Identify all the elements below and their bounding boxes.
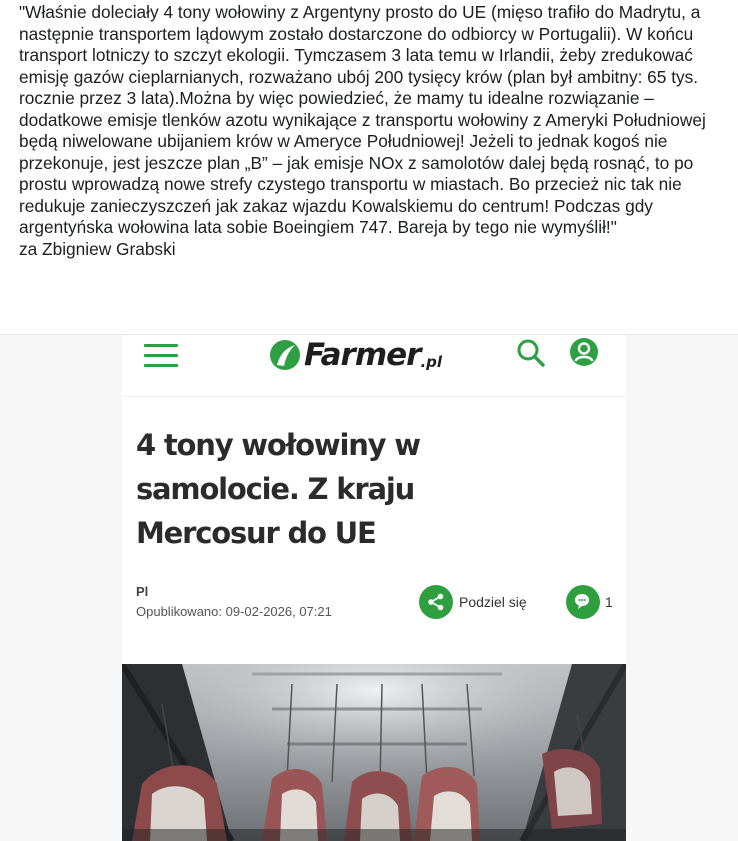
site-logo[interactable] (268, 335, 442, 375)
article-headline: 4 tony wołowiny w samolocie. Z kraju Mercosur do UE (136, 428, 420, 550)
leaf-logo-icon (268, 338, 302, 372)
page-margin-left (0, 335, 122, 841)
share-icon (419, 585, 453, 619)
publish-date: Opublikowano: 09-02-2026, 07:21 (136, 604, 332, 619)
post-quote-text: "Właśnie doleciały 4 tony wołowiny z Argentyny prosto do UE (mięso trafiło do Madrytu, a następnie transportem lądowym zostało dostarczone do odbiorcy w Portugalii). W końcu transport lotniczy to szczyt ekologii. Tymczasem 3 lata temu w Irlandii, żeby zredukować emisję gazów cieplarnianych, rozważano ubój 200 tysięcy krów (plan był ambitny: 65 tys. rocznie przez 3 lata).Można by więc powiedzieć, że mamy tu idealne rozwiązanie – dodatkowe emisje tlenków azotu wynikające z transportu wołowiny z Ameryki Południowej będą niwelowane ubijaniem krów w Ameryce Południowej! Jeżeli to jednak kogoś nie przekonuje, jest jeszcze plan „B” – jak emisje NOx z samolotów dalej będą rosnąć, to po prostu wprowadzą nowe strefy czystego transportu w miastach. Bo przecież nic tak nie redukuje zanieczyszczeń jak zakaz wjazdu Kowalskiemu do centrum! Podczas gdy argentyńska wołowina lata sobie Boeingiem 747. Bareja by tego nie wymyślił!" (19, 2, 711, 237)
comments-button[interactable] (566, 585, 613, 619)
logo-word: Farmer (304, 337, 421, 373)
post-body (19, 2, 731, 260)
article-screenshot (122, 335, 626, 841)
post-attribution: za Zbigniew Grabski (19, 238, 176, 259)
post-card (0, 0, 738, 335)
article-author: Pl (136, 584, 149, 599)
page-margin-right (626, 335, 738, 841)
search-icon[interactable] (515, 337, 547, 369)
hamburger-menu-icon[interactable] (144, 344, 178, 368)
comment-bubble-icon (566, 585, 600, 619)
logo-tld: .pl (420, 353, 443, 371)
user-account-icon[interactable] (569, 337, 599, 367)
article-photo[interactable] (122, 664, 626, 841)
comments-count: 1 (605, 594, 613, 610)
share-label: Podziel się (459, 594, 527, 610)
share-button[interactable] (419, 585, 527, 619)
header-divider (122, 396, 626, 397)
